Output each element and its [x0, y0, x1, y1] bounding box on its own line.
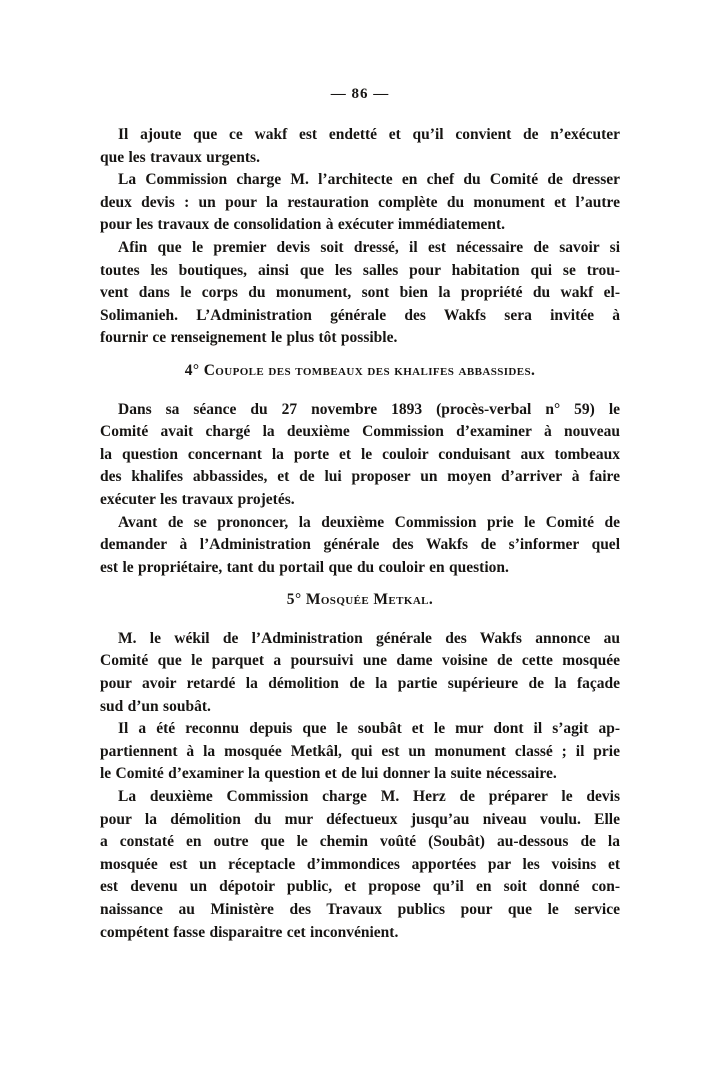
text-line: toutes les boutiques, ainsi que les salles pour habitation qui se trou- [100, 261, 620, 279]
section-heading-coupole: 4° Coupole des tombeaux des khalifes abbassides. [184, 361, 536, 379]
text-line: des khalifes abbassides, et de lui proposer un moyen d’arriver à faire [100, 468, 620, 486]
page-content [100, 124, 620, 944]
text-line: sud d’un soubât. [100, 697, 211, 715]
page-number: — 86 — [330, 86, 390, 102]
text-line: le Comité d’examiner la question et de lui donner la suite nécessaire. [100, 765, 557, 783]
text-line: La deuxième Commission charge M. Herz de préparer le devis [118, 788, 620, 806]
text-line: compétent fasse disparaitre cet inconvénient. [100, 923, 399, 941]
text-line: que les travaux urgents. [100, 148, 260, 166]
text-line: M. le wékil de l’Administration générale des Wakfs annonce au [118, 629, 620, 647]
text-line: demander à l’Administration générale des Wakfs de s’informer quel [100, 536, 620, 554]
paragraph [100, 512, 620, 580]
paragraph [100, 169, 620, 237]
text-line: mosquée est un réceptacle d’immondices apportées par les voisins et [100, 855, 620, 873]
paragraph [100, 399, 620, 512]
text-line: pour avoir retardé la démolition de la partie supérieure de la façade [100, 675, 620, 693]
text-line: fournir ce renseignement le plus tôt possible. [100, 329, 398, 347]
text-line: Avant de se prononcer, la deuxième Commission prie le Comité de [118, 513, 620, 531]
text-line: Il a été reconnu depuis que le soubât et le mur dont il s’agit ap- [118, 720, 620, 738]
text-line: La Commission charge M. l’architecte en chef du Comité de dresser [118, 171, 620, 189]
text-line: pour les travaux de consolidation à exécuter immédiatement. [100, 216, 506, 234]
text-line: Solimanieh. L’Administration générale des Wakfs sera invitée à [100, 306, 620, 324]
text-line: pour la démolition du mur défectueux jusqu’au niveau voulu. Elle [100, 810, 620, 828]
paragraph [100, 124, 620, 169]
paragraph [100, 718, 620, 786]
text-line: Comité avait chargé la deuxième Commission d’examiner à nouveau [100, 423, 620, 441]
text-line: naissance au Ministère des Travaux publics pour que le service [100, 901, 620, 918]
text-line: Il ajoute que ce wakf est endetté et qu’il convient de n’exécuter [118, 126, 620, 143]
text-line: vent dans le corps du monument, sont bien la propriété du wakf el- [100, 284, 620, 302]
text-line: deux devis : un pour la restauration complète du monument et l’autre [100, 193, 620, 211]
text-line: a constaté en outre que le chemin voûté (Soubât) au-dessous de la [100, 833, 620, 851]
text-line: est devenu un dépotoir public, et propose qu’il en soit donné con- [100, 878, 620, 896]
text-line: Afin que le premier devis soit dressé, il est nécessaire de savoir si [118, 238, 620, 256]
text-line: la question concernant la porte et le couloir conduisant aux tombeaux [100, 445, 620, 463]
paragraph [100, 628, 620, 718]
section-heading-mosquee: 5° Mosquée Metkal. [286, 591, 434, 609]
text-line: exécuter les travaux projetés. [100, 490, 295, 508]
text-line: Dans sa séance du 27 novembre 1893 (procès-verbal n° 59) le [118, 400, 620, 418]
paragraph [100, 237, 620, 350]
text-line: partiennent à la mosquée Metkâl, qui est un monument classé ; il prie [100, 742, 620, 760]
text-line: Comité que le parquet a poursuivi une dame voisine de cette mosquée [100, 652, 620, 670]
text-line: est le propriétaire, tant du portail que du couloir en question. [100, 558, 509, 576]
paragraph [100, 786, 620, 944]
